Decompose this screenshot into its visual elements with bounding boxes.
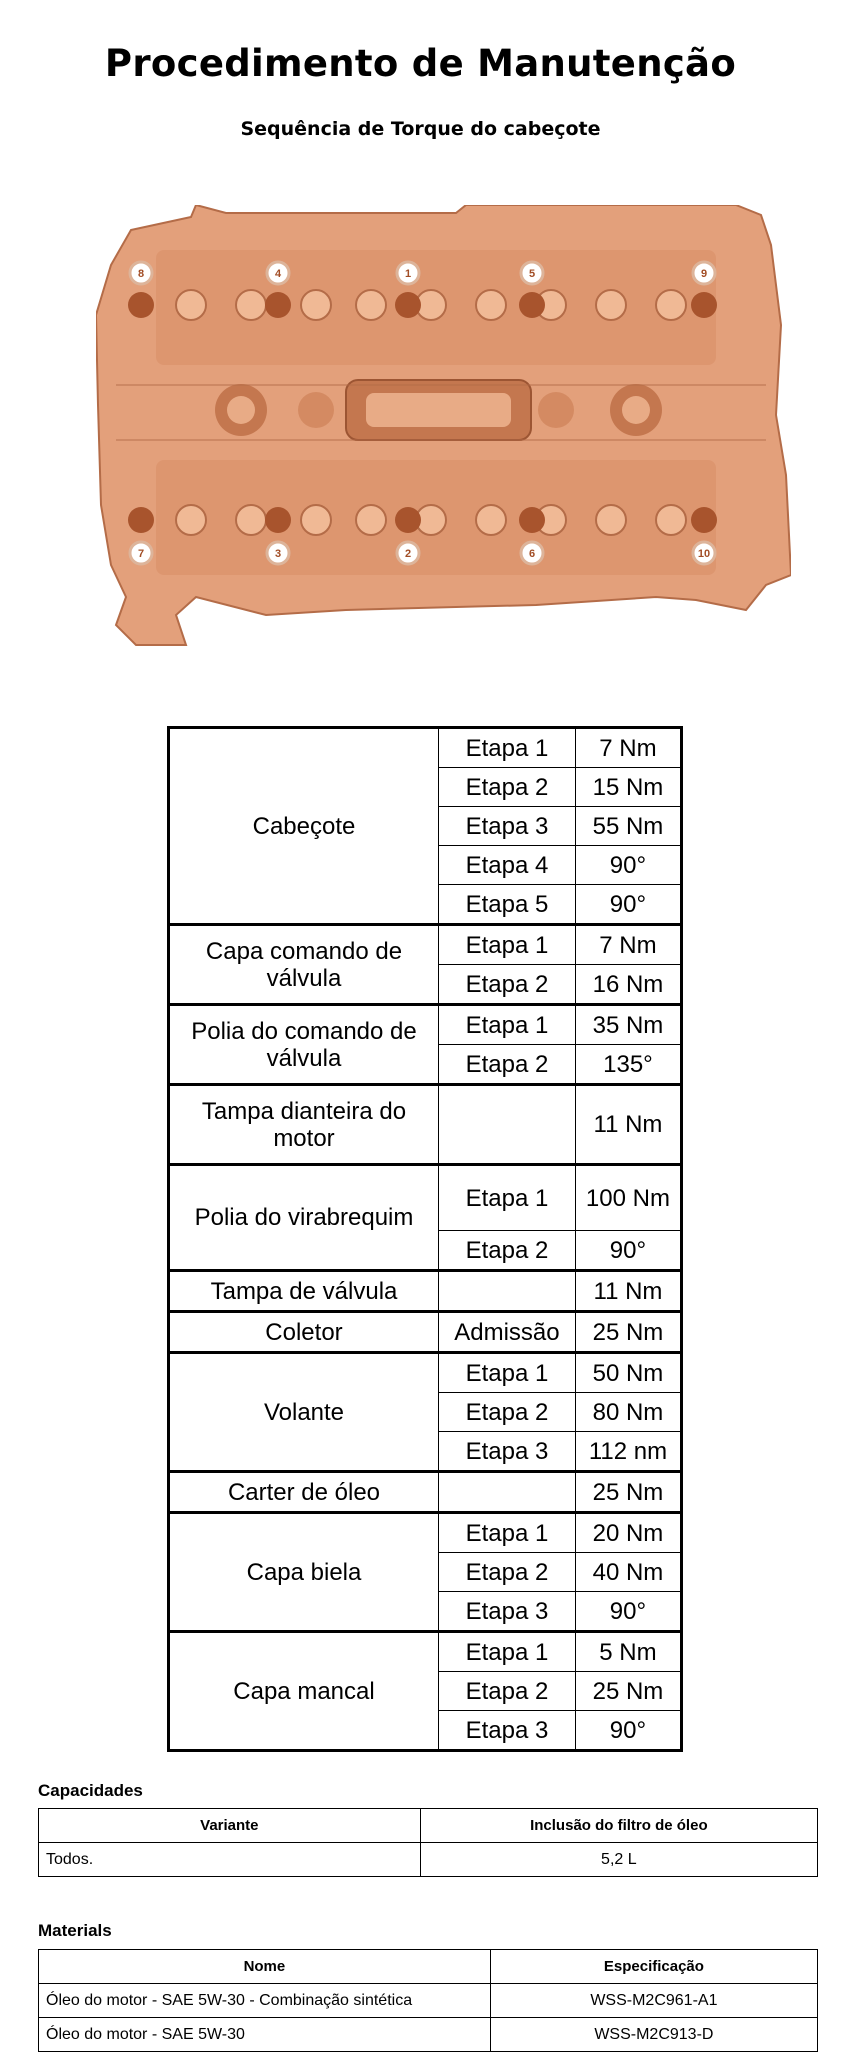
stage-cell: Etapa 2 bbox=[438, 1231, 575, 1271]
torque-value-cell: 55 Nm bbox=[575, 807, 681, 846]
table-row bbox=[169, 1353, 682, 1393]
stage-cell: Etapa 1 bbox=[438, 1005, 575, 1045]
torque-value-cell: 25 Nm bbox=[575, 1472, 681, 1513]
valve-seat bbox=[301, 505, 331, 535]
torque-value-cell: 90° bbox=[575, 1231, 681, 1271]
materials-cell-name: Óleo do motor - SAE 5W-30 - Combinação sintética bbox=[39, 1984, 491, 2018]
materials-table bbox=[38, 1949, 818, 2052]
materials-header-spec: Especificação bbox=[490, 1950, 817, 1984]
page-title: Procedimento de Manutenção bbox=[104, 42, 737, 85]
table-row bbox=[169, 1472, 682, 1513]
stage-cell: Etapa 1 bbox=[438, 1632, 575, 1672]
capacities-header-filter: Inclusão do filtro de óleo bbox=[420, 1809, 817, 1843]
torque-bolt bbox=[691, 292, 717, 318]
cylinder-head-casting bbox=[96, 205, 791, 645]
bolt-number-label: 1 bbox=[404, 268, 412, 280]
torque-value-cell: 5 Nm bbox=[575, 1632, 681, 1672]
valve-seat bbox=[301, 290, 331, 320]
materials-header-name: Nome bbox=[39, 1950, 491, 1984]
torque-bolt bbox=[128, 507, 154, 533]
stage-cell: Etapa 3 bbox=[438, 1592, 575, 1632]
stage-cell: Etapa 1 bbox=[438, 1165, 575, 1231]
stage-cell bbox=[438, 1271, 575, 1312]
materials-cell-spec: WSS-M2C913-D bbox=[490, 2018, 817, 2052]
torque-value-cell: 11 Nm bbox=[575, 1271, 681, 1312]
bolt-number-label: 7 bbox=[137, 548, 145, 560]
torque-value-cell: 90° bbox=[575, 885, 681, 925]
table-row bbox=[169, 1271, 682, 1312]
valve-seat bbox=[476, 505, 506, 535]
torque-table bbox=[167, 726, 683, 1752]
torque-value-cell: 16 Nm bbox=[575, 965, 681, 1005]
bolt-number-label: 5 bbox=[528, 268, 536, 280]
torque-value-cell: 50 Nm bbox=[575, 1353, 681, 1393]
bolt-number-label: 3 bbox=[274, 548, 282, 560]
torque-bolt bbox=[395, 292, 421, 318]
bolt-number-label: 2 bbox=[404, 548, 412, 560]
torque-value-cell: 35 Nm bbox=[575, 1005, 681, 1045]
table-row bbox=[169, 1513, 682, 1553]
valve-seat bbox=[596, 290, 626, 320]
stage-cell: Etapa 3 bbox=[438, 807, 575, 846]
torque-value-cell: 15 Nm bbox=[575, 768, 681, 807]
table-row bbox=[169, 1005, 682, 1045]
table-row bbox=[169, 925, 682, 965]
torque-value-cell: 90° bbox=[575, 1592, 681, 1632]
component-cell: Capa comando de válvula bbox=[169, 925, 439, 1005]
component-cell: Capa biela bbox=[169, 1513, 439, 1632]
table-row bbox=[169, 1312, 682, 1353]
materials-cell-name: Óleo do motor - SAE 5W-30 bbox=[39, 2018, 491, 2052]
torque-value-cell: 40 Nm bbox=[575, 1553, 681, 1592]
valve-seat bbox=[356, 505, 386, 535]
component-cell: Volante bbox=[169, 1353, 439, 1472]
stage-cell: Admissão bbox=[438, 1312, 575, 1353]
valve-seat bbox=[236, 505, 266, 535]
valve-seat bbox=[596, 505, 626, 535]
cylinder-head-diagram bbox=[96, 205, 791, 650]
bolt-number-label: 6 bbox=[528, 548, 536, 560]
valve-seat bbox=[176, 505, 206, 535]
stage-cell: Etapa 1 bbox=[438, 728, 575, 768]
torque-bolt bbox=[128, 292, 154, 318]
stage-cell bbox=[438, 1472, 575, 1513]
component-cell: Coletor bbox=[169, 1312, 439, 1353]
bolt-number-label: 9 bbox=[700, 268, 708, 280]
bolt-number-label: 8 bbox=[137, 268, 145, 280]
torque-value-cell: 20 Nm bbox=[575, 1513, 681, 1553]
materials-cell-spec: WSS-M2C961-A1 bbox=[490, 1984, 817, 2018]
valve-seat bbox=[356, 290, 386, 320]
page-subtitle: Sequência de Torque do cabeçote bbox=[240, 118, 601, 140]
component-cell: Tampa de válvula bbox=[169, 1271, 439, 1312]
valve-seat bbox=[656, 505, 686, 535]
torque-bolt bbox=[691, 507, 717, 533]
stage-cell: Etapa 2 bbox=[438, 768, 575, 807]
capacities-cell-variant: Todos. bbox=[39, 1843, 421, 1877]
table-row bbox=[169, 1632, 682, 1672]
bolt-number-label: 4 bbox=[274, 268, 282, 280]
stage-cell: Etapa 2 bbox=[438, 1393, 575, 1432]
materials-title: Materials bbox=[38, 1921, 112, 1940]
capacities-header-variant: Variante bbox=[39, 1809, 421, 1843]
capacities-table bbox=[38, 1808, 818, 1877]
torque-bolt bbox=[265, 292, 291, 318]
stage-cell: Etapa 2 bbox=[438, 1672, 575, 1711]
stage-cell: Etapa 2 bbox=[438, 1045, 575, 1085]
table-row bbox=[169, 728, 682, 768]
torque-bolt bbox=[395, 507, 421, 533]
stage-cell: Etapa 3 bbox=[438, 1432, 575, 1472]
torque-value-cell: 7 Nm bbox=[575, 925, 681, 965]
capacities-title: Capacidades bbox=[38, 1781, 143, 1800]
stage-cell: Etapa 2 bbox=[438, 1553, 575, 1592]
table-row bbox=[169, 1085, 682, 1165]
valve-seat bbox=[176, 290, 206, 320]
capacities-cell-volume: 5,2 L bbox=[420, 1843, 817, 1877]
torque-value-cell: 112 nm bbox=[575, 1432, 681, 1472]
table-row bbox=[169, 1165, 682, 1231]
component-cell: Carter de óleo bbox=[169, 1472, 439, 1513]
stage-cell: Etapa 1 bbox=[438, 925, 575, 965]
stage-cell: Etapa 4 bbox=[438, 846, 575, 885]
valve-seat bbox=[476, 290, 506, 320]
torque-bolt bbox=[519, 507, 545, 533]
component-cell: Cabeçote bbox=[169, 728, 439, 925]
torque-value-cell: 90° bbox=[575, 846, 681, 885]
stage-cell: Etapa 5 bbox=[438, 885, 575, 925]
stage-cell: Etapa 1 bbox=[438, 1513, 575, 1553]
bolt-number-label: 10 bbox=[697, 548, 711, 560]
valve-seat bbox=[236, 290, 266, 320]
torque-value-cell: 90° bbox=[575, 1711, 681, 1751]
valve-seat bbox=[656, 290, 686, 320]
torque-bolt bbox=[265, 507, 291, 533]
stage-cell: Etapa 1 bbox=[438, 1353, 575, 1393]
stage-cell: Etapa 3 bbox=[438, 1711, 575, 1751]
stage-cell bbox=[438, 1085, 575, 1165]
torque-value-cell: 11 Nm bbox=[575, 1085, 681, 1165]
component-cell: Tampa dianteira do motor bbox=[169, 1085, 439, 1165]
component-cell: Capa mancal bbox=[169, 1632, 439, 1751]
component-cell: Polia do virabrequim bbox=[169, 1165, 439, 1271]
component-cell: Polia do comando de válvula bbox=[169, 1005, 439, 1085]
torque-value-cell: 7 Nm bbox=[575, 728, 681, 768]
torque-value-cell: 25 Nm bbox=[575, 1672, 681, 1711]
stage-cell: Etapa 2 bbox=[438, 965, 575, 1005]
torque-value-cell: 25 Nm bbox=[575, 1312, 681, 1353]
torque-value-cell: 80 Nm bbox=[575, 1393, 681, 1432]
torque-value-cell: 100 Nm bbox=[575, 1165, 681, 1231]
torque-value-cell: 135° bbox=[575, 1045, 681, 1085]
torque-bolt bbox=[519, 292, 545, 318]
